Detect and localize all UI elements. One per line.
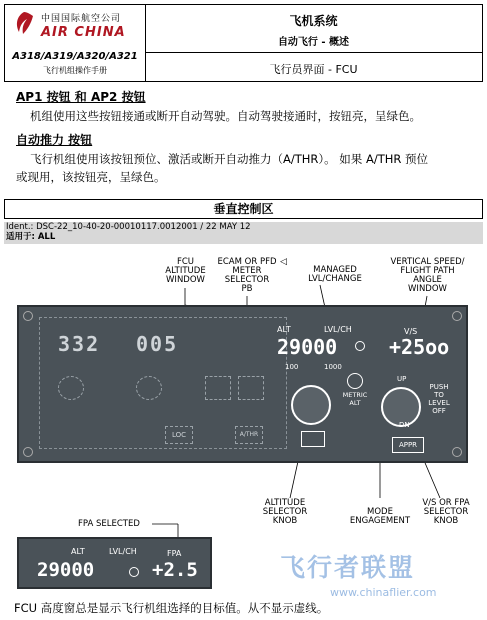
watermark-url: www.chinaflier.com	[330, 586, 437, 599]
applicable-line: 适用于: ALL	[6, 232, 56, 242]
ap1-button[interactable]	[205, 376, 231, 400]
metric-alt-button[interactable]	[347, 373, 363, 389]
push-to-level-off-label: PUSH TO LEVEL OFF	[428, 383, 450, 415]
speed-window: 332	[58, 332, 101, 356]
footer-text: FCU 高度窗总是显示飞行机组选择的目标值。从不显示虚线。	[14, 601, 329, 615]
callout-mode-engagement: MODE ENGAGEMENT	[349, 507, 411, 526]
loc-button[interactable]: LOC	[165, 426, 193, 444]
lvlch-label-2: LVL/CH	[109, 547, 137, 556]
knob-1000-label: 1000	[324, 363, 342, 371]
altitude-window: 29000	[277, 335, 338, 359]
callout-ecam-pfd-selector: ECAM OR PFD METER SELECTOR PB	[217, 257, 277, 294]
dn-label: DN	[399, 421, 410, 429]
section-title: 飞行员界面 - FCU	[269, 63, 358, 76]
speed-knob[interactable]	[58, 376, 84, 400]
callout-altitude-selector-knob: ALTITUDE SELECTOR KNOB	[262, 498, 308, 526]
managed-dot-icon	[129, 567, 139, 577]
fcu-panel-fpa	[17, 537, 212, 589]
callout-vs-fpa-selector-knob: V/S OR FPA SELECTOR KNOB	[422, 498, 470, 526]
exped-button[interactable]	[301, 431, 325, 447]
athr-button[interactable]: A/THR	[235, 426, 263, 444]
heading-window: 005	[136, 332, 179, 356]
metric-label: METRIC ALT	[342, 391, 368, 407]
greyed-left-section	[39, 317, 287, 449]
fpa-window: +2.5	[152, 559, 198, 581]
vertical-control-bar: 垂直控制区	[4, 199, 483, 219]
ap-heading: AP1 按钮 和 AP2 按钮	[16, 90, 146, 104]
lvlch-label: LVL/CH	[324, 325, 352, 334]
appr-button[interactable]: APPR	[392, 437, 424, 453]
fpa-label: FPA	[167, 549, 182, 558]
screw-icon	[452, 447, 462, 457]
callout-vs-fpa-window: VERTICAL SPEED/ FLIGHT PATH ANGLE WINDOW	[390, 257, 465, 294]
screw-icon	[23, 447, 33, 457]
managed-dot-icon	[355, 341, 365, 351]
callout-fpa-selected: FPA SELECTED	[78, 519, 140, 529]
aircraft-models: A318/A319/A320/A321	[12, 51, 138, 62]
ap-text: 机组使用这些按钮接通或断开自动驾驶。自动驾驶接通时，按钮亮，呈绿色。	[30, 109, 421, 123]
callout-managed-lvl-change: MANAGED LVL/CHANGE	[308, 265, 362, 284]
watermark-text: 飞行者联盟	[280, 553, 416, 582]
manual-name: 飞行机组操作手册	[43, 66, 107, 75]
knob-100-label: 100	[285, 363, 299, 371]
altitude-selector-knob[interactable]	[291, 385, 331, 425]
screw-icon	[23, 311, 33, 321]
chapter-title: 飞机系统	[289, 14, 338, 28]
up-label: UP	[397, 375, 407, 383]
athr-heading: 自动推力 按钮	[16, 133, 93, 147]
fcu-panel	[17, 305, 468, 463]
vs-label: V/S	[404, 327, 418, 336]
airline-chinese-name: 中国国际航空公司	[41, 14, 122, 24]
alt-label: ALT	[277, 325, 291, 334]
pointer-triangle-icon: ◁	[280, 257, 287, 267]
athr-text-line2: 或现用，该按钮亮，呈绿色。	[16, 170, 166, 184]
altitude-window-2: 29000	[37, 559, 95, 581]
chapter-subtitle: 自动飞行 - 概述	[277, 37, 350, 48]
heading-knob[interactable]	[136, 376, 162, 400]
airline-english-name: AIR CHINA	[41, 25, 126, 40]
screw-icon	[452, 311, 462, 321]
alt-label-2: ALT	[71, 547, 85, 556]
ident-line: Ident.: DSC-22_10-40-20-00010117.0012001 / 22 MAY 12	[6, 222, 251, 232]
ap2-button[interactable]	[238, 376, 264, 400]
vs-window: +25oo	[389, 335, 450, 359]
callout-fcu-altitude-window: FCU ALTITUDE WINDOW	[165, 257, 206, 285]
athr-text-line1: 飞行机组使用该按钮预位、激活或断开自动推力（A/THR）。 如果 A/THR 预位	[30, 152, 429, 166]
